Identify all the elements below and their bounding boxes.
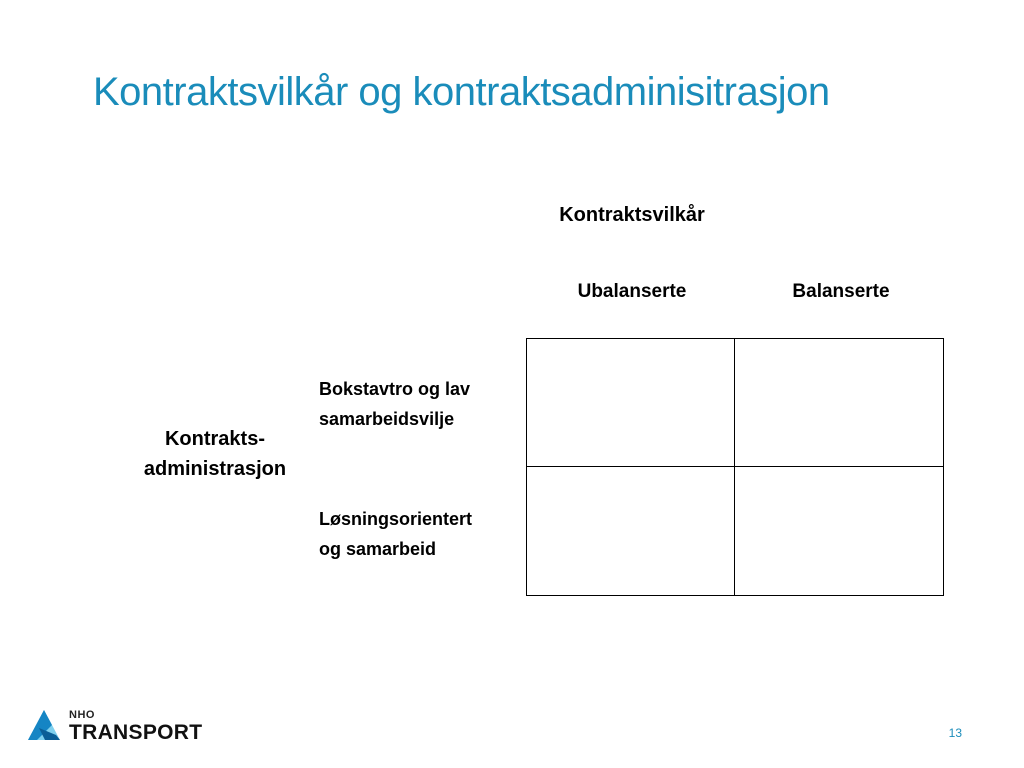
- matrix-grid: [526, 338, 944, 596]
- slide-title: Kontraktsvilkår og kontraktsadminisitrasjon: [93, 70, 830, 114]
- row-label-solution: [319, 504, 519, 564]
- logo-small-text: NHO: [69, 708, 95, 721]
- nho-transport-logo: [25, 706, 202, 746]
- matrix-cell: [527, 467, 735, 595]
- page-number: 13: [948, 726, 962, 740]
- nho-transport-logo-icon: [25, 707, 63, 745]
- column-group-header: Kontraktsvilkår: [559, 204, 705, 226]
- matrix-cell: [735, 339, 943, 467]
- matrix-cell: [735, 467, 943, 595]
- row-label-solution-line1: Løsningsorientert: [319, 509, 473, 529]
- row-label-solution-line2: og samarbeid: [319, 539, 437, 559]
- row-group-header: [110, 424, 320, 484]
- logo-big-text: TRANSPORT: [69, 720, 203, 744]
- matrix-cell: [527, 339, 735, 467]
- row-group-header-line1: Kontrakts-: [164, 428, 265, 450]
- row-label-literal-line2: samarbeidsvilje: [319, 409, 455, 429]
- column-header-balanced: Balanserte: [792, 281, 890, 302]
- row-label-literal: [319, 374, 519, 434]
- column-header-unbalanced: Ubalanserte: [577, 281, 687, 302]
- row-label-literal-line1: Bokstavtro og lav: [319, 379, 471, 399]
- row-group-header-line2: administrasjon: [143, 458, 287, 480]
